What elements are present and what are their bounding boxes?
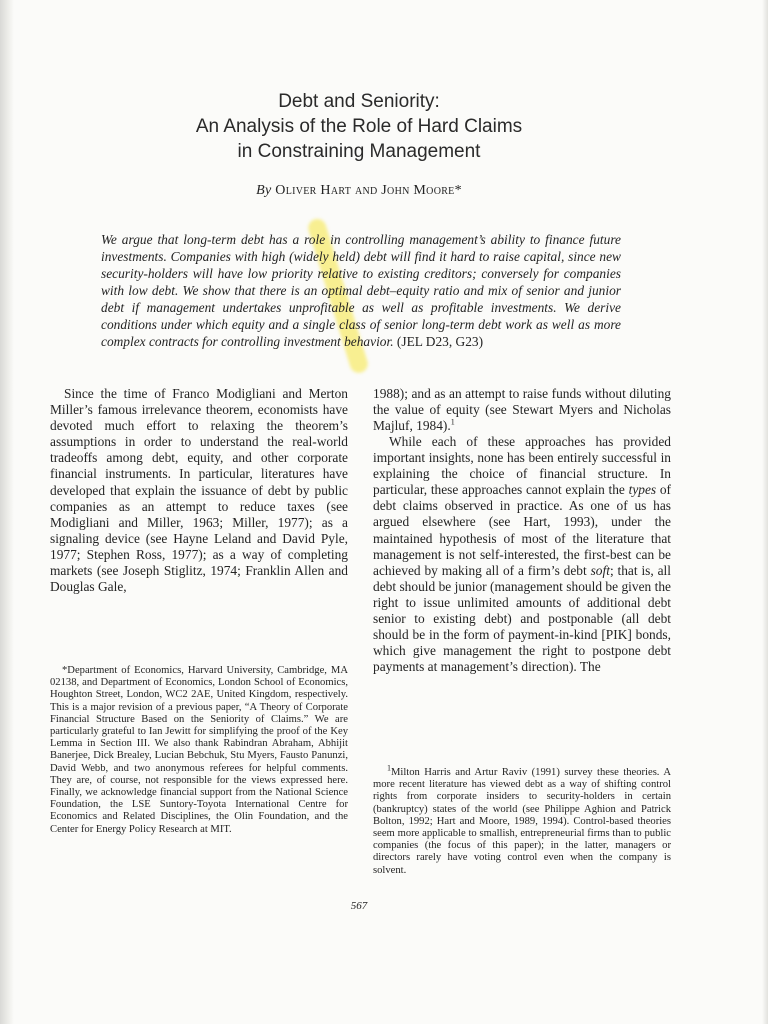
emphasis-soft: soft [590, 562, 610, 578]
page-edge-shadow-right [762, 0, 768, 1024]
title-line-2: An Analysis of the Role of Hard Claims [195, 116, 523, 137]
emphasis-types: types [628, 482, 657, 498]
byline-by: By [256, 183, 272, 198]
footnote-1-marker: 1 [387, 763, 391, 773]
right-paragraph-part-2: of debt claims observed in practice. As one of us has argued elsewhere (see Hart, 1993), under the maintained hypothesis of most of the literature that management is not self-interested, the first-best can be achieved by making all of a firm’s debt [373, 482, 671, 578]
title-line-1: Debt and Seniority: [278, 91, 440, 112]
page-number: 567 [350, 900, 368, 912]
right-paragraph-part-3: ; that is, all debt should be junior (management should be given the right to issue unlimited amounts of additional debt senior to existing debt) and postponable (all debt should be in the form of payment-in-kind [PIK] bonds, which give management the right to postpone debt payments at management’s direction). The [373, 562, 671, 675]
byline [0, 183, 718, 199]
abstract [101, 231, 621, 350]
footnote-1-text: Milton Harris and Artur Raviv (1991) survey these theories. A more recent literature has viewed debt as a way of shifting control rights from corporate insiders to security-holders in certain (bankruptcy) states of the world (see Philippe Aghion and Patrick Bolton, 1992; Hart and Moore, 1989, 1994). Control-based theories seem more applicable to smallish, entrepreneurial firms than to public companies (the focus of this paper); in the latter, managers or directors rarely have voting control even when the company is solvent. [373, 767, 671, 876]
right-paragraph-part-1: While each of these approaches has provided important insights, none has been entirely successful in explaining the choice of financial structure. In particular, these approaches cannot explain the [373, 434, 671, 498]
right-continuation-text: 1988); and as an attempt to raise funds without diluting the value of equity (see Stewart Myers and Nicholas Majluf, 1984). [373, 386, 671, 434]
abstract-text: We argue that long-term debt has a role in controlling management’s ability to finance future investments. Companies with high (widely held) debt will find it hard to raise capital, since new security-holders will have low priority relative to existing creditors; conversely for companies with low debt. We show that there is an optimal debt–equity ratio and mix of senior and junior debt if management undertakes unprofitable as well as profitable investments. We derive conditions under which equity and a single class of senior long-term debt work as well as more complex contracts for controlling investment behavior. [101, 232, 621, 349]
jel-codes: (JEL D23, G23) [396, 334, 484, 349]
body-right-paragraph [373, 434, 671, 675]
footnote-1 [373, 763, 671, 877]
footnote-marker-1: 1 [450, 417, 455, 427]
footnote-affiliation: *Department of Economics, Harvard University, Cambridge, MA 02138, and Department of Economics, London School of Economics, Houghton Street, London, WC2 2AE, United Kingdom, respectively. This is a major revision of a previous paper, “A Theory of Corporate Financial Structure Based on the Seniority of Claims.” We are particularly grateful to Ian Jewitt for simplifying the proof of the Key Lemma in Section III. We also thank Rabindran Abraham, Abhijit Banerjee, Dick Brealey, Lucian Bebchuk, Stu Myers, Fausto Panunzi, David Webb, and two anonymous referees for helpful comments. They are, of course, not responsible for the views expressed here. Finally, we acknowledge financial support from the National Science Foundation, the LSE Suntory-Toyota International Centre for Economics and Related Disciplines, the Olin Foundation, and the Center for Energy Policy Research at MIT. [50, 665, 348, 835]
article-title [0, 89, 718, 164]
title-line-3: in Constraining Management [237, 141, 481, 162]
body-right-continuation [373, 386, 671, 434]
byline-authors: Oliver Hart and John Moore* [275, 183, 462, 198]
body-left-column: Since the time of Franco Modigliani and Merton Miller’s famous irrelevance theorem, economists have devoted much effort to relaxing the theorem’s assumptions in order to understand the real-world tradeoffs among debt, equity, and other corporate financial instruments. In particular, literatures have developed that explain the issuance of debt by public companies as an attempt to reduce taxes (see Modigliani and Miller, 1963; Miller, 1977); as a signaling device (see Hayne Leland and David Pyle, 1977; Stephen Ross, 1977); as a way of completing markets (see Joseph Stiglitz, 1974; Franklin Allen and Douglas Gale, [50, 386, 348, 595]
